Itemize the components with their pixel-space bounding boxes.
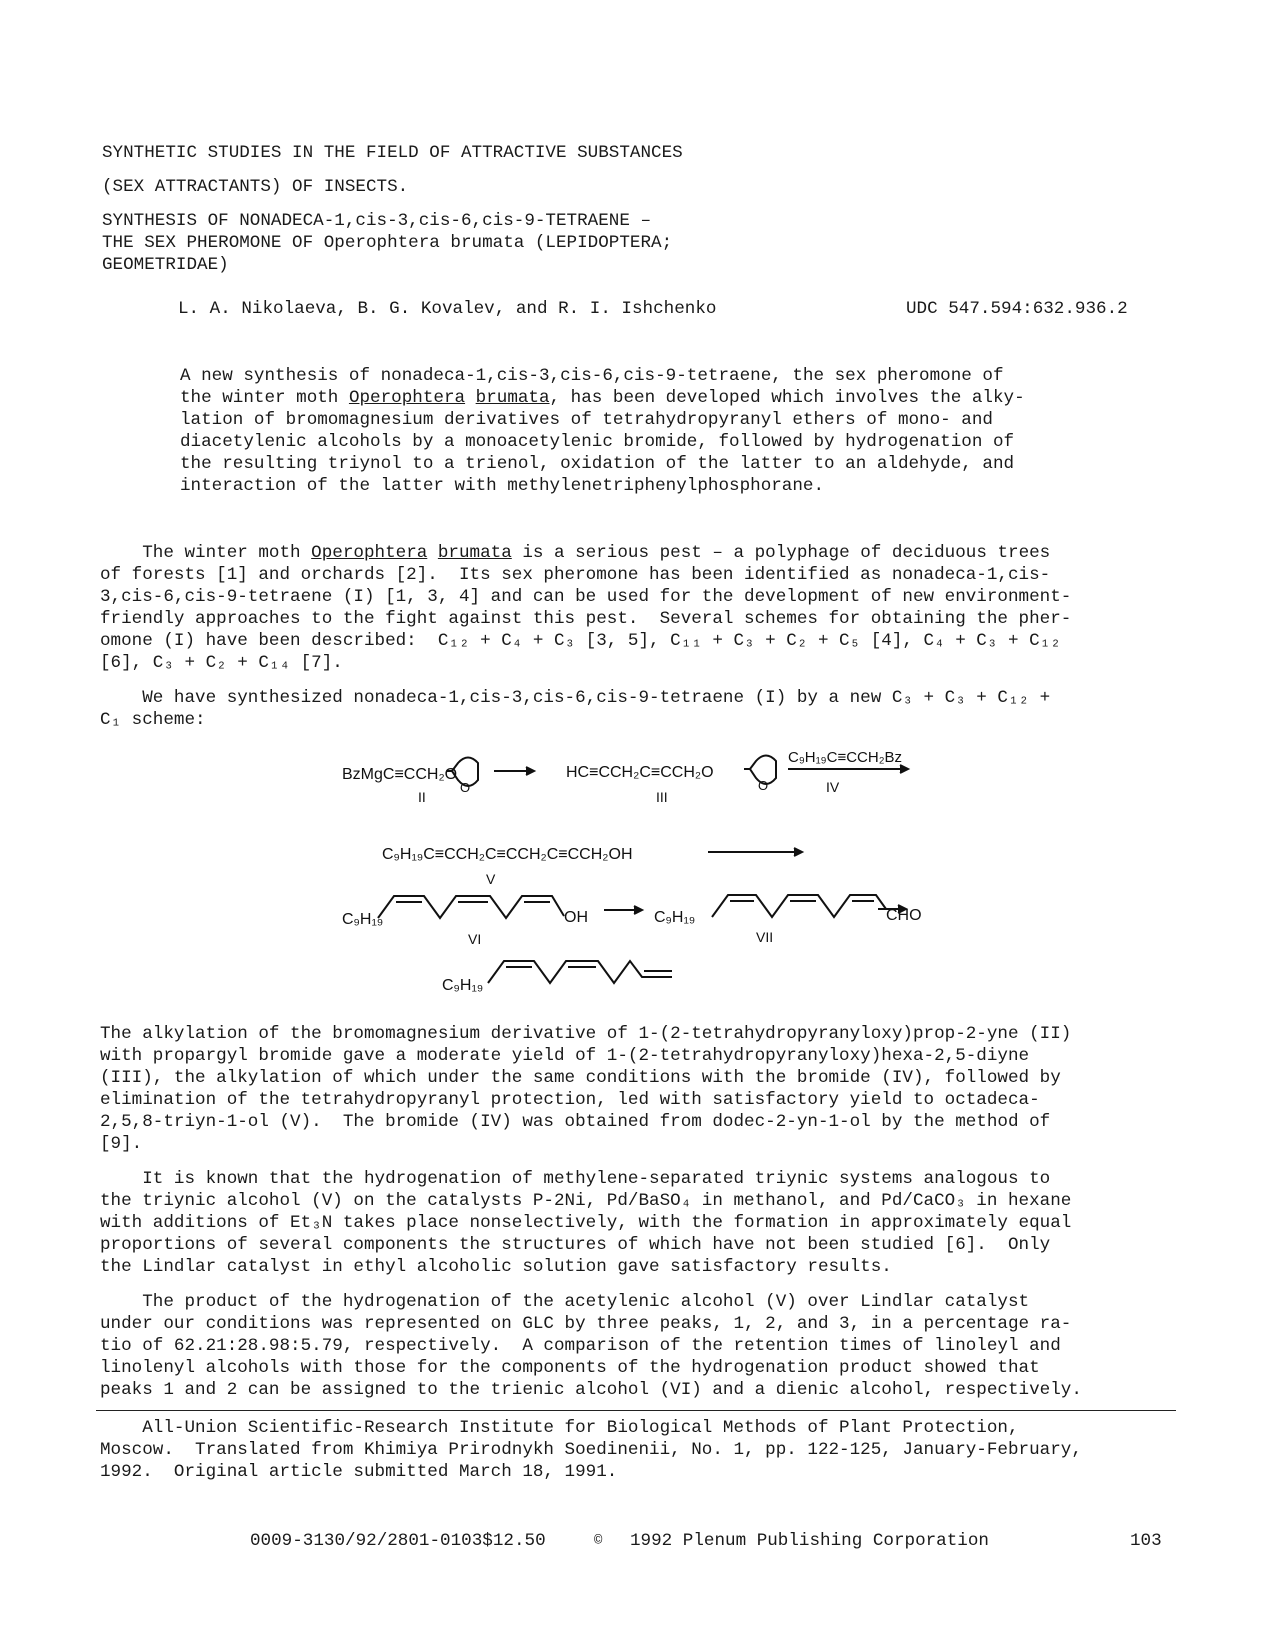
abstract-line-5: the resulting triynol to a trienol, oxidation of the latter to an aldehyde, and — [180, 454, 1015, 474]
scheme-compound-III: HC≡CCH₂C≡CCH₂O — [566, 764, 714, 781]
alkylation-line-6: [9]. — [100, 1134, 143, 1154]
intro-line-4: friendly approaches to the fight against this pest. Several schemes for obtaining the pher- — [100, 609, 1072, 629]
alkylation-line-5: 2,5,8-triyn-1-ol (V). The bromide (IV) was obtained from dodec-2-yn-1-ol by the method of — [100, 1112, 1051, 1132]
alkylation-line-3: (III), the alkylation of which under the same conditions with the bromide (IV), followed by — [100, 1068, 1061, 1088]
abstract-line-2: the winter moth Operophtera brumata, has been developed which involves the alky- — [180, 388, 1025, 408]
abstract-line-3: lation of bromomagnesium derivatives of tetrahydropyranyl ethers of mono- and — [180, 410, 993, 430]
abstract-line-6: interaction of the latter with methylenetriphenylphosphorane. — [180, 476, 825, 496]
title-line-3: SYNTHESIS OF NONADECA-1,cis-3,cis-6,cis-9-TETRAENE – — [102, 211, 652, 231]
glc-line-4: linolenyl alcohols with those for the components of the hydrogenation product showed that — [100, 1358, 1040, 1378]
page-number: 103 — [1130, 1531, 1162, 1551]
scheme-compound-II: BzMgC≡CCH₂O — [342, 766, 458, 783]
ring-oxygen: O — [460, 780, 471, 795]
label-VI: VI — [468, 931, 482, 947]
title-line-2: (SEX ATTRACTANTS) OF INSECTS. — [102, 177, 409, 197]
glc-line-3: tio of 62.21:28.98:5.79, respectively. A comparison of the retention times of linoleyl and — [100, 1336, 1061, 1356]
title-line-4: THE SEX PHEROMONE OF Operophtera brumata (LEPIDOPTERA; — [102, 233, 673, 253]
alkylation-line-2: with propargyl bromide gave a moderate yield of 1-(2-tetrahydropyranyloxy)hexa-2,5-diyne — [100, 1046, 1030, 1066]
scheme-intro-line-1: We have synthesized nonadeca-1,cis-3,cis-6,cis-9-tetraene (I) by a new C₃ + C₃ + C₁₂ + — [100, 688, 1051, 708]
trienol-alkyl: C₉H₁₉ — [342, 911, 384, 928]
label-VII: VII — [756, 929, 774, 945]
alkylation-line-1: The alkylation of the bromomagnesium derivative of 1-(2-tetrahydropyranyloxy)prop-2-yne (II) — [100, 1024, 1072, 1044]
udc-code: UDC 547.594:632.936.2 — [906, 299, 1128, 319]
intro-line-3: 3,cis-6,cis-9-tetraene (I) [1, 3, 4] and can be used for the development of new environment- — [100, 587, 1072, 607]
label-II: II — [418, 789, 426, 805]
authors: L. A. Nikolaeva, B. G. Kovalev, and R. I. Ishchenko — [178, 299, 717, 319]
hydrogenation-line-4: proportions of several components the structures of which have not been studied [6]. Only — [100, 1235, 1051, 1255]
title-line-5: GEOMETRIDAE) — [102, 255, 229, 275]
glc-line-1: The product of the hydrogenation of the acetylenic alcohol (V) over Lindlar catalyst — [100, 1292, 1030, 1312]
abstract-line-1: A new synthesis of nonadeca-1,cis-3,cis-6,cis-9-tetraene, the sex pheromone of — [180, 366, 1004, 386]
species-epithet: brumata — [475, 388, 550, 408]
species-genus: Operophtera — [348, 388, 466, 408]
footnote-divider — [96, 1410, 1176, 1411]
scheme-intro-line-2: C₁ scheme: — [100, 710, 206, 730]
trienol-chain — [378, 896, 564, 918]
footnote-line-1: All-Union Scientific-Research Institute for Biological Methods of Plant Protection, — [100, 1418, 1019, 1438]
intro-line-2: of forests [1] and orchards [2]. Its sex pheromone has been identified as nonadeca-1,cis- — [100, 565, 1051, 585]
tetraene-alkyl: C₉H₁₉ — [442, 977, 484, 994]
reagent-IV: C₉H₁₉C≡CCH₂Bz — [788, 749, 903, 766]
species-genus: Operophtera — [311, 543, 428, 563]
label-IV: IV — [826, 779, 840, 795]
trienal-cho: CHO — [886, 907, 922, 924]
trienal-alkyl: C₉H₁₉ — [654, 909, 696, 926]
copyright-icon: © — [594, 1533, 603, 1549]
label-III: III — [656, 789, 668, 805]
intro-line-5: omone (I) have been described: C₁₂ + C₄ + C₃ [3, 5], C₁₁ + C₃ + C₂ + C₅ [4], C₄ + C₃ + C₁₂ — [100, 631, 1061, 651]
label-V: V — [486, 871, 496, 887]
hydrogenation-line-5: the Lindlar catalyst in ethyl alcoholic solution gave satisfactory results. — [100, 1257, 892, 1277]
hydrogenation-line-3: with additions of Et₃N takes place nonselectively, with the formation in approximately equal — [100, 1213, 1072, 1233]
trienol-oh: OH — [564, 909, 588, 926]
article-code: 0009-3130/92/2801-0103$12.50 — [250, 1531, 546, 1551]
title-line-1: SYNTHETIC STUDIES IN THE FIELD OF ATTRACTIVE SUBSTANCES — [102, 143, 683, 163]
glc-line-2: under our conditions was represented on GLC by three peaks, 1, 2, and 3, in a percentage ra- — [100, 1314, 1072, 1334]
hydrogenation-line-2: the triynic alcohol (V) on the catalysts P-2Ni, Pd/BaSO₄ in methanol, and Pd/CaCO₃ in hexane — [100, 1191, 1072, 1211]
scheme-compound-V: C₉H₁₉C≡CCH₂C≡CCH₂C≡CCH₂OH — [382, 846, 633, 863]
species-epithet: brumata — [437, 543, 512, 563]
intro-line-6: [6], C₃ + C₂ + C₁₄ [7]. — [100, 653, 343, 673]
hydrogenation-line-1: It is known that the hydrogenation of methylene-separated triynic systems analogous to — [100, 1169, 1051, 1189]
alkylation-line-4: elimination of the tetrahydropyranyl protection, led with satisfactory yield to octadeca- — [100, 1090, 1040, 1110]
trienal-chain — [712, 895, 886, 917]
publisher: 1992 Plenum Publishing Corporation — [630, 1531, 989, 1551]
abstract-line-4: diacetylenic alcohols by a monoacetylenic bromide, followed by hydrogenation of — [180, 432, 1015, 452]
ring-oxygen: O — [758, 778, 769, 793]
footnote-line-3: 1992. Original article submitted March 18, 1991. — [100, 1462, 618, 1482]
footnote-line-2: Moscow. Translated from Khimiya Prirodnykh Soedinenii, No. 1, pp. 122-125, January-February, — [100, 1440, 1082, 1460]
intro-line-1: The winter moth Operophtera brumata is a serious pest – a polyphage of deciduous trees — [100, 543, 1051, 563]
glc-line-5: peaks 1 and 2 can be assigned to the trienic alcohol (VI) and a dienic alcohol, respectively. — [100, 1380, 1082, 1400]
